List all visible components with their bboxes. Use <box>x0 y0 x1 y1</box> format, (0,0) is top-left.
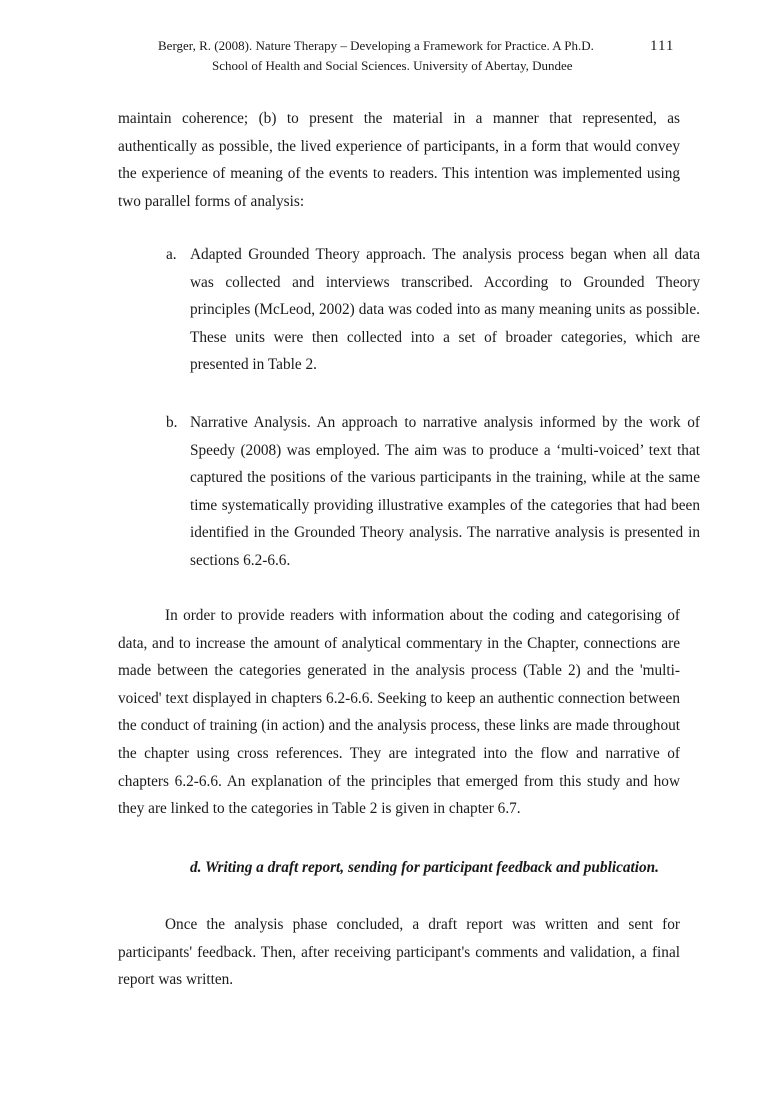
list-marker: a. <box>166 246 177 263</box>
list-item-text: Narrative Analysis. An approach to narrative analysis informed by the work of Speedy (2008) was employed. The aim was to produce a ‘multi-voiced’ text that captured the positions of the various participants in the training, while at the same time systematically providing illustrative examples of the categories that had been identified in the Grounded Theory analysis. The narrative analysis is presented in sections 6.2-6.6. <box>190 414 700 569</box>
list-item-narrative-analysis <box>166 409 700 575</box>
paragraph-analysis-intro: maintain coherence; (b) to present the material in a manner that represented, as authentically as possible, the lived experience of participants, in a form that would convey the experience of meaning of the events to readers. This intention was implemented using two parallel forms of analysis: <box>118 110 680 210</box>
list-marker: b. <box>166 414 178 431</box>
page-number: 111 <box>650 38 675 54</box>
header-institution: School of Health and Social Sciences. University of Abertay, Dundee <box>212 58 573 73</box>
section-subheading: d. Writing a draft report, sending for participant feedback and publication. <box>190 859 659 876</box>
list-item-grounded-theory <box>166 241 700 379</box>
header-citation: Berger, R. (2008). Nature Therapy – Developing a Framework for Practice. A Ph.D. <box>158 38 594 53</box>
paragraph-draft-report: Once the analysis phase concluded, a draft report was written and sent for participants' feedback. Then, after receiving participant's comments and validation, a final report was written. <box>118 916 680 989</box>
paragraph-coding-connections: In order to provide readers with information about the coding and categorising of data, and to increase the amount of analytical commentary in the Chapter, connections are made between the categories generated in the analysis process (Table 2) and the 'multi-voiced' text displayed in chapters 6.2-6.6. Seeking to keep an authentic connection between the conduct of training (in action) and the analysis process, these links are made throughout the chapter using cross references. They are integrated into the flow and narrative of chapters 6.2-6.6. An explanation of the principles that emerged from this study and how they are linked to the categories in Table 2 is given in chapter 6.7. <box>118 607 680 818</box>
list-item-text: Adapted Grounded Theory approach. The analysis process began when all data was collected and interviews transcribed. According to Grounded Theory principles (McLeod, 2002) data was coded into as many meaning units as possible. These units were then collected into a set of broader categories, which are presented in Table 2. <box>190 246 700 374</box>
